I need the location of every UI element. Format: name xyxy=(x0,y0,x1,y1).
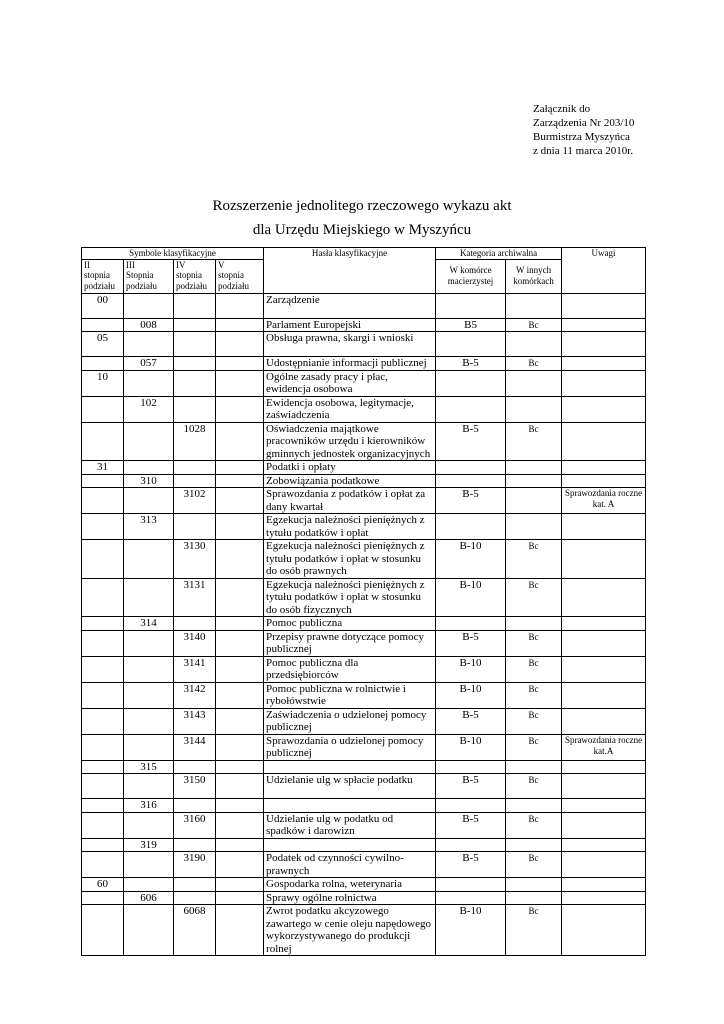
kategoria-macierzysta-cell xyxy=(436,891,506,905)
symbol-ii-cell xyxy=(82,734,124,760)
kategoria-inne-cell: Bc xyxy=(506,812,562,838)
symbol-ii-cell xyxy=(82,318,124,332)
header-text: IV xyxy=(176,259,186,270)
symbol-ii-cell xyxy=(82,774,124,799)
haslo-cell xyxy=(264,760,436,774)
symbol-iv-cell xyxy=(174,461,216,475)
header-text: Stopnia xyxy=(126,270,154,280)
haslo-cell: Egzekucja należności pieniężnych z tytułu podatków i opłat w stosunku do osób fizycznych xyxy=(264,578,436,617)
symbol-ii-cell xyxy=(82,357,124,371)
uwagi-cell xyxy=(562,852,646,878)
annex-line: z dnia 11 marca 2010r. xyxy=(533,145,634,157)
uwagi-cell xyxy=(562,891,646,905)
table-row xyxy=(82,357,646,371)
uwagi-cell xyxy=(562,514,646,540)
symbol-ii-cell xyxy=(82,760,124,774)
header-text: podziału xyxy=(218,280,249,291)
header-col-v xyxy=(216,259,264,293)
uwagi-cell xyxy=(562,540,646,579)
symbol-v-cell xyxy=(216,540,264,579)
symbol-ii-cell xyxy=(82,474,124,488)
kategoria-inne-cell: Bc xyxy=(506,540,562,579)
symbol-ii-cell xyxy=(82,682,124,708)
kategoria-inne-cell: Bc xyxy=(506,357,562,371)
table-row xyxy=(82,656,646,682)
haslo-cell: Sprawozdania o udzielonej pomocy publicznej xyxy=(264,734,436,760)
symbol-ii-cell: 31 xyxy=(82,461,124,475)
symbol-iv-cell xyxy=(174,891,216,905)
symbol-iii-cell xyxy=(124,682,174,708)
symbol-v-cell xyxy=(216,905,264,956)
symbol-iii-cell: 310 xyxy=(124,474,174,488)
kategoria-macierzysta-cell xyxy=(436,293,506,318)
symbol-iv-cell: 3141 xyxy=(174,656,216,682)
symbol-v-cell xyxy=(216,461,264,475)
table-row xyxy=(82,774,646,799)
header-komorce-macierzystej: W komórce macierzystej xyxy=(436,259,506,293)
kategoria-inne-cell xyxy=(506,617,562,631)
symbol-iv-cell xyxy=(174,878,216,892)
annex-line: Burmistrza Myszyńca xyxy=(533,131,630,143)
header-col-ii xyxy=(82,259,124,293)
table-row xyxy=(82,852,646,878)
symbol-iv-cell: 3140 xyxy=(174,630,216,656)
table-row xyxy=(82,474,646,488)
symbol-iii-cell: 314 xyxy=(124,617,174,631)
symbol-v-cell xyxy=(216,488,264,514)
haslo-cell: Sprawy ogólne rolnictwa xyxy=(264,891,436,905)
table-row xyxy=(82,905,646,956)
symbol-iv-cell xyxy=(174,370,216,396)
kategoria-inne-cell: Bc xyxy=(506,682,562,708)
symbol-v-cell xyxy=(216,332,264,357)
symbol-v-cell xyxy=(216,812,264,838)
table-row xyxy=(82,514,646,540)
table-row xyxy=(82,630,646,656)
kategoria-macierzysta-cell: B-5 xyxy=(436,630,506,656)
symbol-v-cell xyxy=(216,578,264,617)
symbol-iv-cell: 3131 xyxy=(174,578,216,617)
symbol-v-cell xyxy=(216,617,264,631)
uwagi-cell xyxy=(562,682,646,708)
header-text: V xyxy=(218,259,225,270)
table-row xyxy=(82,422,646,461)
symbol-ii-cell xyxy=(82,905,124,956)
symbol-iii-cell: 102 xyxy=(124,396,174,422)
symbol-v-cell xyxy=(216,474,264,488)
classification-table xyxy=(81,247,646,956)
kategoria-inne-cell xyxy=(506,461,562,475)
symbol-iv-cell: 3102 xyxy=(174,488,216,514)
kategoria-macierzysta-cell: B-5 xyxy=(436,708,506,734)
kategoria-macierzysta-cell xyxy=(436,370,506,396)
haslo-cell: Egzekucja należności pieniężnych z tytułu podatków i opłat xyxy=(264,514,436,540)
kategoria-inne-cell: Bc xyxy=(506,578,562,617)
haslo-cell: Obsługa prawna, skargi i wnioski xyxy=(264,332,436,357)
uwagi-cell xyxy=(562,799,646,813)
kategoria-inne-cell: Bc xyxy=(506,774,562,799)
haslo-cell xyxy=(264,838,436,852)
haslo-cell: Gospodarka rolna, weterynaria xyxy=(264,878,436,892)
uwagi-cell xyxy=(562,474,646,488)
symbol-iv-cell: 3143 xyxy=(174,708,216,734)
table-row xyxy=(82,488,646,514)
symbol-iii-cell xyxy=(124,422,174,461)
haslo-cell: Ewidencja osobowa, legitymacje, zaświadczenia xyxy=(264,396,436,422)
document-title: Rozszerzenie jednolitego rzeczowego wykazu akt xyxy=(212,198,512,214)
symbol-ii-cell xyxy=(82,708,124,734)
kategoria-inne-cell xyxy=(506,799,562,813)
kategoria-macierzysta-cell xyxy=(436,474,506,488)
kategoria-macierzysta-cell: B-5 xyxy=(436,488,506,514)
symbol-ii-cell xyxy=(82,838,124,852)
table-row xyxy=(82,617,646,631)
haslo-cell: Sprawozdania z podatków i opłat za dany kwartał xyxy=(264,488,436,514)
header-col-iii xyxy=(124,259,174,293)
kategoria-macierzysta-cell xyxy=(436,461,506,475)
symbol-iii-cell xyxy=(124,878,174,892)
kategoria-inne-cell: Bc xyxy=(506,422,562,461)
kategoria-inne-cell: Bc xyxy=(506,905,562,956)
header-text: stopnia xyxy=(176,270,202,280)
kategoria-inne-cell xyxy=(506,332,562,357)
kategoria-inne-cell xyxy=(506,488,562,514)
symbol-iii-cell xyxy=(124,293,174,318)
symbol-iv-cell xyxy=(174,474,216,488)
uwagi-cell: Sprawozdania roczne kat. A xyxy=(562,488,646,514)
kategoria-macierzysta-cell: B-5 xyxy=(436,774,506,799)
symbol-ii-cell xyxy=(82,396,124,422)
uwagi-cell xyxy=(562,422,646,461)
haslo-cell: Egzekucja należności pieniężnych z tytułu podatków i opłat w stosunku do osób prawnych xyxy=(264,540,436,579)
kategoria-macierzysta-cell: B-10 xyxy=(436,578,506,617)
table-row xyxy=(82,760,646,774)
symbol-ii-cell: 05 xyxy=(82,332,124,357)
symbol-iii-cell: 057 xyxy=(124,357,174,371)
symbol-iv-cell xyxy=(174,617,216,631)
symbol-iv-cell xyxy=(174,514,216,540)
header-text: podziału xyxy=(84,280,115,291)
symbol-iii-cell xyxy=(124,630,174,656)
haslo-cell: Zwrot podatku akcyzowego zawartego w cenie oleju napędowego wykorzystywanego do produkcji rolnej xyxy=(264,905,436,956)
table-row xyxy=(82,461,646,475)
symbol-ii-cell xyxy=(82,891,124,905)
symbol-v-cell xyxy=(216,891,264,905)
symbol-ii-cell xyxy=(82,422,124,461)
symbol-iv-cell xyxy=(174,799,216,813)
kategoria-inne-cell: Bc xyxy=(506,318,562,332)
header-innych-komorkach: W innych komórkach xyxy=(506,259,562,293)
symbol-iv-cell xyxy=(174,293,216,318)
document-subtitle: dla Urzędu Miejskiego w Myszyńcu xyxy=(252,222,472,238)
haslo-cell: Podatek od czynności cywilno-prawnych xyxy=(264,852,436,878)
table-row xyxy=(82,370,646,396)
haslo-cell: Przepisy prawne dotyczące pomocy publicznej xyxy=(264,630,436,656)
kategoria-inne-cell xyxy=(506,760,562,774)
haslo-cell: Oświadczenia majątkowe pracowników urzędu i kierowników gminnych jednostek organizacyjnych xyxy=(264,422,436,461)
table-row xyxy=(82,734,646,760)
header-text: podziału xyxy=(176,280,207,291)
symbol-iii-cell xyxy=(124,852,174,878)
symbol-iii-cell xyxy=(124,734,174,760)
uwagi-cell: Sprawozdania roczne kat.A xyxy=(562,734,646,760)
haslo-cell: Zobowiązania podatkowe xyxy=(264,474,436,488)
symbol-iii-cell xyxy=(124,578,174,617)
symbol-v-cell xyxy=(216,682,264,708)
haslo-cell: Udzielanie ulg w podatku od spadków i darowizn xyxy=(264,812,436,838)
table-row xyxy=(82,318,646,332)
uwagi-cell xyxy=(562,332,646,357)
uwagi-cell xyxy=(562,617,646,631)
symbol-v-cell xyxy=(216,357,264,371)
kategoria-macierzysta-cell: B-10 xyxy=(436,682,506,708)
symbol-iii-cell: 316 xyxy=(124,799,174,813)
table-row xyxy=(82,878,646,892)
kategoria-macierzysta-cell: B-10 xyxy=(436,656,506,682)
uwagi-cell xyxy=(562,630,646,656)
uwagi-cell xyxy=(562,293,646,318)
kategoria-inne-cell: Bc xyxy=(506,852,562,878)
haslo-cell: Pomoc publiczna xyxy=(264,617,436,631)
symbol-v-cell xyxy=(216,852,264,878)
haslo-cell: Zaświadczenia o udzielonej pomocy publicznej xyxy=(264,708,436,734)
uwagi-cell xyxy=(562,708,646,734)
symbol-ii-cell xyxy=(82,656,124,682)
symbol-iv-cell: 3160 xyxy=(174,812,216,838)
kategoria-inne-cell: Bc xyxy=(506,734,562,760)
symbol-iv-cell xyxy=(174,332,216,357)
header-haslo: Hasła klasyfikacyjne xyxy=(264,248,436,294)
kategoria-macierzysta-cell xyxy=(436,878,506,892)
kategoria-macierzysta-cell: B-10 xyxy=(436,540,506,579)
header-col-iv xyxy=(174,259,216,293)
symbol-iii-cell xyxy=(124,370,174,396)
uwagi-cell xyxy=(562,357,646,371)
symbol-iv-cell xyxy=(174,760,216,774)
symbol-v-cell xyxy=(216,293,264,318)
symbol-iv-cell xyxy=(174,396,216,422)
annex-line: Zarządzenia Nr 203/10 xyxy=(533,117,635,129)
symbol-v-cell xyxy=(216,656,264,682)
symbol-iv-cell: 6068 xyxy=(174,905,216,956)
symbol-iii-cell xyxy=(124,708,174,734)
uwagi-cell xyxy=(562,370,646,396)
symbol-iii-cell xyxy=(124,774,174,799)
symbol-iv-cell: 3150 xyxy=(174,774,216,799)
haslo-cell: Pomoc publiczna w rolnictwie i rybołówstwie xyxy=(264,682,436,708)
kategoria-macierzysta-cell: B-5 xyxy=(436,852,506,878)
symbol-ii-cell xyxy=(82,578,124,617)
symbol-iv-cell: 3130 xyxy=(174,540,216,579)
symbol-v-cell xyxy=(216,370,264,396)
symbol-ii-cell: 10 xyxy=(82,370,124,396)
uwagi-cell xyxy=(562,656,646,682)
kategoria-inne-cell: Bc xyxy=(506,708,562,734)
kategoria-inne-cell xyxy=(506,838,562,852)
header-text: podziału xyxy=(126,280,157,291)
uwagi-cell xyxy=(562,461,646,475)
symbol-v-cell xyxy=(216,760,264,774)
symbol-iii-cell: 313 xyxy=(124,514,174,540)
haslo-cell: Udostępnianie informacji publicznej xyxy=(264,357,436,371)
symbol-ii-cell xyxy=(82,488,124,514)
haslo-cell: Ogólne zasady pracy i płac, ewidencja osobowa xyxy=(264,370,436,396)
symbol-v-cell xyxy=(216,422,264,461)
symbol-v-cell xyxy=(216,799,264,813)
uwagi-cell xyxy=(562,396,646,422)
table-row xyxy=(82,332,646,357)
symbol-iii-cell xyxy=(124,656,174,682)
kategoria-inne-cell xyxy=(506,370,562,396)
symbol-v-cell xyxy=(216,838,264,852)
haslo-cell: Pomoc publiczna dla przedsiębiorców xyxy=(264,656,436,682)
kategoria-inne-cell xyxy=(506,396,562,422)
kategoria-macierzysta-cell: B-10 xyxy=(436,905,506,956)
symbol-ii-cell xyxy=(82,617,124,631)
kategoria-macierzysta-cell xyxy=(436,514,506,540)
haslo-cell: Podatki i opłaty xyxy=(264,461,436,475)
symbol-iii-cell xyxy=(124,905,174,956)
symbol-iii-cell xyxy=(124,332,174,357)
kategoria-macierzysta-cell xyxy=(436,838,506,852)
table-row xyxy=(82,540,646,579)
symbol-v-cell xyxy=(216,878,264,892)
uwagi-cell xyxy=(562,774,646,799)
table-row xyxy=(82,293,646,318)
table-row xyxy=(82,578,646,617)
symbol-iv-cell xyxy=(174,838,216,852)
symbol-ii-cell xyxy=(82,630,124,656)
kategoria-macierzysta-cell: B5 xyxy=(436,318,506,332)
symbol-iii-cell: 315 xyxy=(124,760,174,774)
uwagi-cell xyxy=(562,760,646,774)
symbol-iv-cell: 3190 xyxy=(174,852,216,878)
header-text: stopnia xyxy=(84,270,110,280)
uwagi-cell xyxy=(562,838,646,852)
symbol-iv-cell: 1028 xyxy=(174,422,216,461)
symbol-iv-cell xyxy=(174,318,216,332)
table-row xyxy=(82,812,646,838)
header-symbols: Symbole klasyfikacyjne xyxy=(82,248,264,260)
table-row xyxy=(82,891,646,905)
symbol-iv-cell xyxy=(174,357,216,371)
kategoria-macierzysta-cell xyxy=(436,617,506,631)
symbol-iii-cell: 008 xyxy=(124,318,174,332)
symbol-iv-cell: 3142 xyxy=(174,682,216,708)
table-row xyxy=(82,799,646,813)
symbol-v-cell xyxy=(216,734,264,760)
symbol-ii-cell xyxy=(82,514,124,540)
haslo-cell: Parlament Europejski xyxy=(264,318,436,332)
kategoria-macierzysta-cell xyxy=(436,332,506,357)
header-text: III xyxy=(126,259,135,270)
annex-note xyxy=(533,102,634,158)
symbol-ii-cell xyxy=(82,812,124,838)
uwagi-cell xyxy=(562,878,646,892)
header-uwagi: Uwagi xyxy=(562,248,646,294)
symbol-v-cell xyxy=(216,630,264,656)
symbol-v-cell xyxy=(216,318,264,332)
symbol-iii-cell xyxy=(124,461,174,475)
annex-line: Załącznik do xyxy=(533,103,591,115)
kategoria-macierzysta-cell xyxy=(436,799,506,813)
kategoria-inne-cell: Bc xyxy=(506,656,562,682)
table-row xyxy=(82,682,646,708)
header-kategoria: Kategoria archiwalna xyxy=(436,248,562,260)
symbol-ii-cell xyxy=(82,852,124,878)
haslo-cell: Udzielanie ulg w spłacie podatku xyxy=(264,774,436,799)
symbol-v-cell xyxy=(216,774,264,799)
symbol-ii-cell: 60 xyxy=(82,878,124,892)
symbol-v-cell xyxy=(216,396,264,422)
symbol-v-cell xyxy=(216,514,264,540)
symbol-ii-cell: 00 xyxy=(82,293,124,318)
kategoria-inne-cell xyxy=(506,514,562,540)
kategoria-macierzysta-cell: B-5 xyxy=(436,812,506,838)
symbol-iii-cell: 606 xyxy=(124,891,174,905)
table-row xyxy=(82,708,646,734)
kategoria-inne-cell: Bc xyxy=(506,630,562,656)
kategoria-macierzysta-cell xyxy=(436,760,506,774)
kategoria-inne-cell xyxy=(506,878,562,892)
header-text: II xyxy=(84,259,90,270)
symbol-ii-cell xyxy=(82,799,124,813)
haslo-cell: Zarządzenie xyxy=(264,293,436,318)
symbol-iv-cell: 3144 xyxy=(174,734,216,760)
symbol-iii-cell: 319 xyxy=(124,838,174,852)
kategoria-macierzysta-cell: B-5 xyxy=(436,422,506,461)
symbol-iii-cell xyxy=(124,540,174,579)
uwagi-cell xyxy=(562,812,646,838)
uwagi-cell xyxy=(562,578,646,617)
symbol-iii-cell xyxy=(124,488,174,514)
kategoria-macierzysta-cell: B-5 xyxy=(436,357,506,371)
symbol-iii-cell xyxy=(124,812,174,838)
haslo-cell xyxy=(264,799,436,813)
symbol-v-cell xyxy=(216,708,264,734)
table-body xyxy=(82,293,646,956)
header-text: stopnia xyxy=(218,270,244,280)
kategoria-macierzysta-cell: B-10 xyxy=(436,734,506,760)
kategoria-macierzysta-cell xyxy=(436,396,506,422)
table-row xyxy=(82,396,646,422)
kategoria-inne-cell xyxy=(506,474,562,488)
kategoria-inne-cell xyxy=(506,891,562,905)
uwagi-cell xyxy=(562,905,646,956)
kategoria-inne-cell xyxy=(506,293,562,318)
uwagi-cell xyxy=(562,318,646,332)
table-row xyxy=(82,838,646,852)
symbol-ii-cell xyxy=(82,540,124,579)
